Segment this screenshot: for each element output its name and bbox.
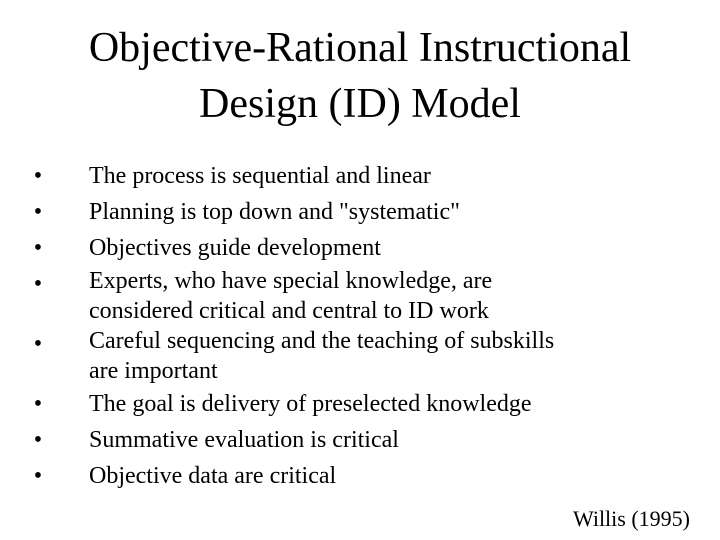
bullet-item-4 (0, 266, 720, 326)
bullet-icon: • (33, 199, 43, 225)
slide-title-line-1: Objective-Rational Instructional (88, 25, 632, 71)
bullet-text-line-2: are important (89, 358, 218, 384)
bullet-text: Objectives guide development (89, 235, 381, 261)
bullet-icon: • (33, 235, 43, 261)
bullet-text: Summative evaluation is critical (89, 427, 399, 453)
slide-title (0, 20, 720, 132)
bullet-item-3 (0, 230, 720, 266)
bullet-text-line-1: Experts, who have special knowledge, are (89, 268, 493, 294)
bullet-icon: • (33, 427, 43, 453)
citation: Willis (1995) (572, 506, 690, 531)
bullet-text: Planning is top down and "systematic" (89, 199, 460, 225)
bullet-icon: • (33, 391, 43, 417)
bullet-item-1 (0, 158, 720, 194)
slide-title-line-2: Design (ID) Model (199, 81, 521, 127)
bullet-item-7 (0, 422, 720, 458)
bullet-icon: • (33, 163, 43, 189)
bullet-item-6 (0, 386, 720, 422)
bullet-item-2 (0, 194, 720, 230)
bullet-item-5 (0, 326, 720, 386)
bullet-text-line-1: Careful sequencing and the teaching of subskills (89, 328, 555, 354)
bullet-icon: • (33, 271, 43, 297)
bullet-text: The process is sequential and linear (89, 163, 431, 189)
bullet-text-line-2: considered critical and central to ID work (89, 298, 489, 324)
bullet-icon: • (33, 331, 43, 357)
bullet-text: The goal is delivery of preselected knowledge (89, 391, 532, 417)
bullet-text: Objective data are critical (89, 463, 337, 489)
bullet-icon: • (33, 463, 43, 489)
bullet-list (0, 158, 720, 494)
bullet-item-8 (0, 458, 720, 494)
